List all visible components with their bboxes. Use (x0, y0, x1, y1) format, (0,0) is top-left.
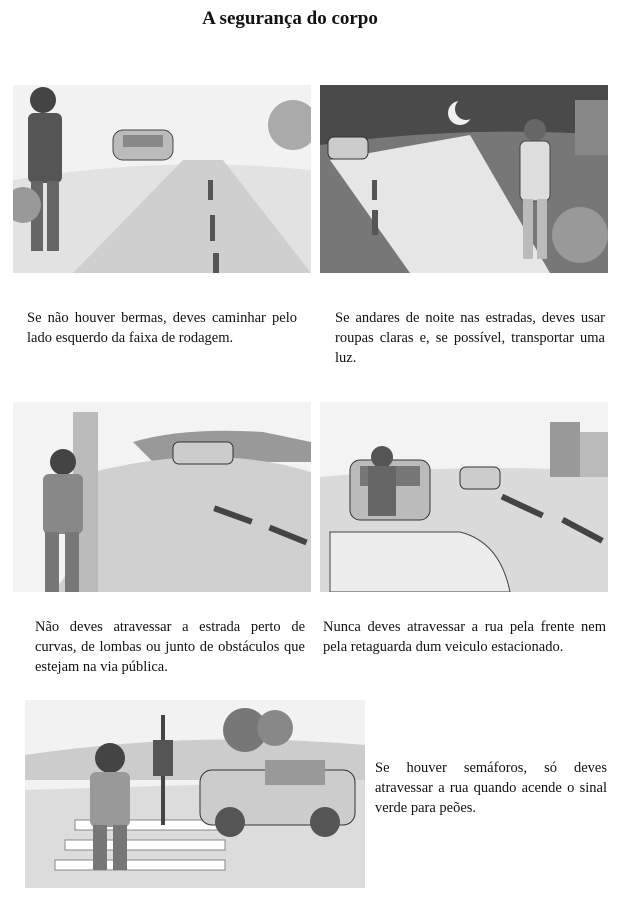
illustration-parked-car (320, 402, 608, 592)
caption-walk-left: Se não houver bermas, deves caminhar pelo lado esquerdo da faixa de rodagem. (27, 310, 297, 346)
illustration-walk-left (13, 85, 311, 273)
illustration-traffic-light (25, 700, 365, 888)
caption-parked-car: Nunca deves atravessar a rua pela frente nem pela retaguarda dum veiculo estacionado. (323, 619, 606, 655)
caption-night-walk: Se andares de noite nas estradas, deves usar roupas claras e, se possível, transportar uma luz. (335, 310, 605, 366)
illustration-curve (13, 402, 311, 592)
caption-curve: Não deves atravessar a estrada perto de curvas, de lombas ou junto de obstáculos que estejam na via pública. (35, 619, 305, 675)
caption-traffic-light: Se houver semáforos, só deves atravessar a rua quando acende o sinal verde para peões. (375, 760, 607, 816)
illustration-night-walk (320, 85, 608, 273)
page-title: A segurança do corpo (202, 8, 378, 29)
